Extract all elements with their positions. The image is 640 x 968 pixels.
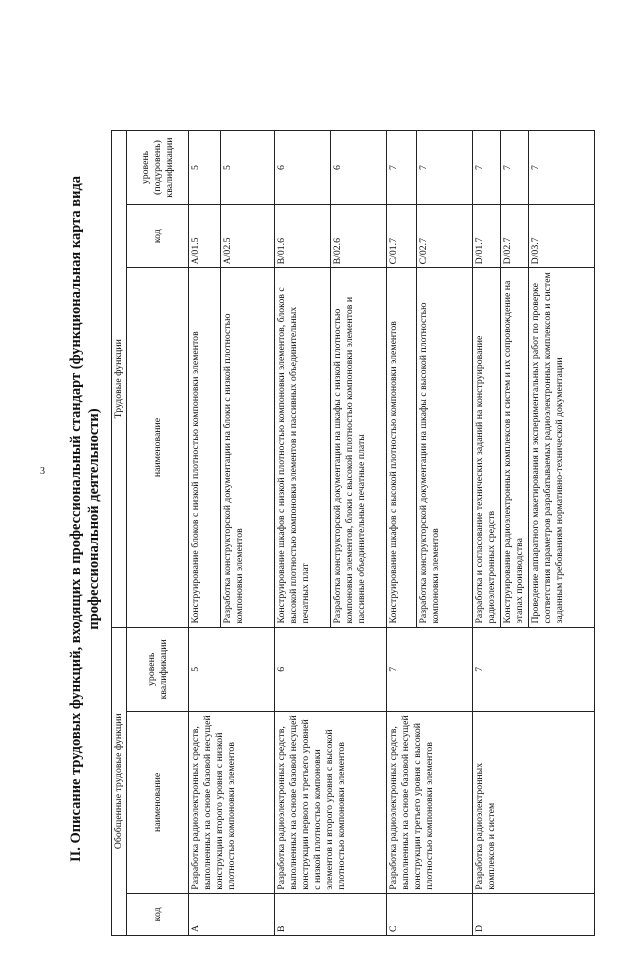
labor-functions-header: Трудовые функции	[112, 131, 127, 628]
group-code: B	[275, 893, 387, 935]
function-level: 5	[189, 131, 221, 205]
function-code: B/02.6	[331, 205, 387, 268]
group-name: Разработка радиоэлектронных средств, выполненных на основе базовой несущей конструкции первого и третьего уровней с низкой плотностью компоновки элементов и второго уровня с высокой плотностью компоновки элементов	[275, 712, 387, 894]
group-code: C	[387, 893, 473, 935]
code-header: код	[127, 893, 189, 935]
function-code: C/01.7	[387, 205, 417, 268]
page-number: 3	[40, 466, 45, 477]
function-name: Разработка конструкторской документации на блоки с низкой плотностью компоновки элементов	[221, 268, 275, 627]
function-code-header: код	[127, 205, 189, 268]
header-row-1	[112, 131, 127, 936]
function-name: Конструирование блоков с низкой плотностью компоновки элементов	[189, 268, 221, 627]
group-level: 7	[387, 627, 473, 712]
table-row	[189, 131, 221, 936]
header-row-2	[127, 131, 189, 936]
function-name: Проведение аппаратного макетирования и экспериментальных работ по проверке соответствия параметров разрабатываемых радиоэлектронных комплексов и систем заданным требованиям нормативно-технической документации	[529, 268, 595, 627]
generalized-functions-header: Обобщенные трудовые функции	[112, 627, 127, 935]
functional-map-table	[111, 130, 595, 936]
function-level: 5	[221, 131, 275, 205]
function-level: 7	[417, 131, 473, 205]
group-level: 6	[275, 627, 387, 712]
function-level: 7	[501, 131, 529, 205]
table-row	[473, 131, 501, 936]
function-level: 7	[529, 131, 595, 205]
group-code: A	[189, 893, 275, 935]
function-level-header: уровень (подуровень) квалификации	[127, 131, 189, 205]
table-row	[275, 131, 331, 936]
group-name: Разработка радиоэлектронных комплексов и систем	[473, 712, 595, 894]
function-code: C/02.7	[417, 205, 473, 268]
title-line-2: профессиональной деятельности)	[86, 408, 102, 630]
function-level: 6	[275, 131, 331, 205]
group-name: Разработка радиоэлектронных средств, выполненных на основе базовой несущей конструкции второго уровня с низкой плотностью компоновки элементов	[189, 712, 275, 894]
function-name: Конструирование шкафов с высокой плотностью компоновки элементов	[387, 268, 417, 627]
section-title	[67, 134, 103, 904]
title-line-1: II. Описание трудовых функций, входящих в профессиональный стандарт (функциональная карта вида	[68, 175, 84, 863]
group-name: Разработка радиоэлектронных средств, выполненных на основе базовой несущей конструкции третьего уровня с высокой плотностью компоновки элементов	[387, 712, 473, 894]
rotated-content	[0, 63, 639, 968]
group-level: 7	[473, 627, 595, 712]
group-level: 5	[189, 627, 275, 712]
name-header: наименование	[127, 712, 189, 894]
function-name: Разработка конструкторской документации на шкафы с низкой плотностью компоновки элементов, блоки с высокой плотностью компоновки элементов и пассивные объединительные печатные платы	[331, 268, 387, 627]
function-code: B/01.6	[275, 205, 331, 268]
function-name-header: наименование	[127, 268, 189, 627]
function-level: 6	[331, 131, 387, 205]
function-code: D/01.7	[473, 205, 501, 268]
function-code: D/02.7	[501, 205, 529, 268]
function-name: Конструирование шкафов с низкой плотностью компоновки элементов, блоков с высокой плотностью компоновки элементов и пассивных объединительных печатных плат	[275, 268, 331, 627]
table-row	[387, 131, 417, 936]
function-name: Конструирование радиоэлектронных комплексов и систем и их сопровождение на этапах производства	[501, 268, 529, 627]
function-code: D/03.7	[529, 205, 595, 268]
function-code: A/01.5	[189, 205, 221, 268]
function-level: 7	[473, 131, 501, 205]
group-code: D	[473, 893, 595, 935]
function-name: Разработка и согласование технических заданий на конструирование радиоэлектронных средств	[473, 268, 501, 627]
function-code: A/02.5	[221, 205, 275, 268]
level-header: уровень квалификации	[127, 627, 189, 712]
function-name: Разработка конструкторской документации на шкафы с высокой плотностью компоновки элементов	[417, 268, 473, 627]
function-level: 7	[387, 131, 417, 205]
